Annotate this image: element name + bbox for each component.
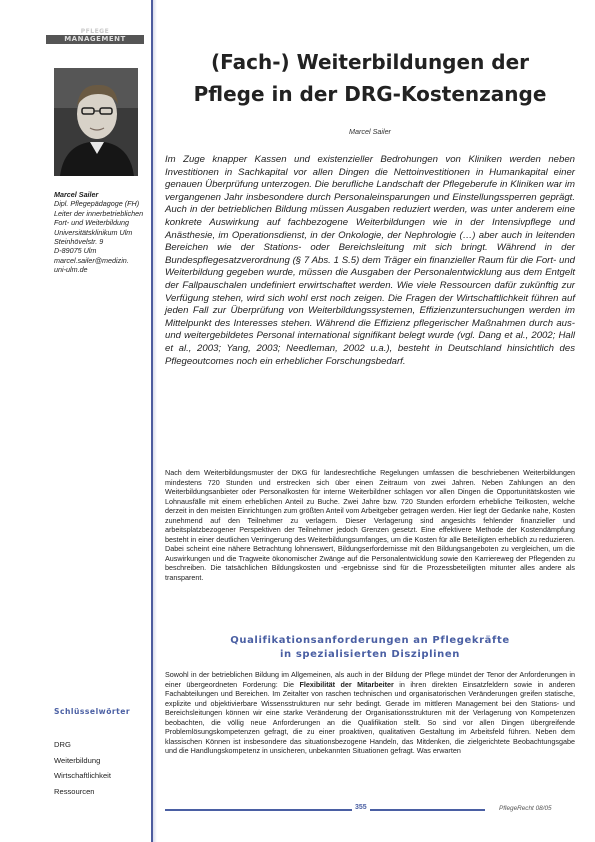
left-sidebar	[0, 0, 148, 842]
body-paragraph-1: Nach dem Weiterbildungsmuster der DKG für landesrechtliche Regelungen umfassen die beschriebenen Weiterbildungen mindestens 720 Stunden und erstrecken sich über einen Zeitraum von zwei Jahren. Neben Zahlungen an den Weiterbildungsanbieter oder Personalkosten für interne Weiterbildner schlagen vor allen Dingen die Opportunitätskosten wie Lohnausfälle mit einem erheblichen Anteil zu Buche. Zwei Jahre bzw. 720 Stunden erfordern erhebliche Teilkosten, welche derzeit in den meisten Einrichtungen zum größten Anteil vom Arbeitgeber getragen werden. Hier liegt der Gedanke nahe, Kosten zunehmend auf den Teilnehmer zu verlagern. Dieser Verlagerung sind angesichts fehlender finanzieller und arbeitsplatzbezogener Perspektiven der Teilnehmer jedoch Grenzen gesetzt. Eine effektivere Methode der Kostendämpfung besteht in einer deutlichen Verringerung des Weiterbildungsumfanges, um die Kosten für alle Beteiligten erheblich zu reduzieren. Dabei scheint eine nähere Betrachtung lohnenswert, Bildungserfordernisse mit den Bildungsangeboten zu vergleichen, um die Auswirkungen und die Tragweite ökonomischer Zwänge auf die Personalentwicklung sowie den Karriereweg der Pflegenden zu beschreiben. Die tatsächlichen Bildungskosten und -ergebnisse sind für die Prozessbeteiligten mitunter alles andere als transparent.	[165, 468, 575, 582]
keyword-item: DRG	[54, 740, 71, 749]
keyword-item: Ressourcen	[54, 786, 95, 796]
keywords-heading: Schlüsselwörter	[54, 707, 131, 716]
journal-section-tag	[46, 28, 144, 44]
article-byline: Marcel Sailer	[349, 127, 391, 136]
author-line: Universitätsklinikum Ulm	[54, 227, 133, 237]
section-heading-line1: Qualifikationsanforderungen an Pflegekräfte	[230, 635, 510, 646]
author-email-line[interactable]: uni-ulm.de	[54, 265, 88, 275]
author-photo	[54, 68, 138, 176]
body-paragraph-2	[165, 670, 575, 756]
article-title	[160, 46, 580, 110]
footer-rule	[165, 809, 485, 811]
section-tag-line1: PFLEGE	[80, 28, 110, 35]
journal-footer: PflegeRecht 08/05	[499, 805, 552, 812]
author-line: Fort- und Weiterbildung	[54, 218, 129, 228]
author-line: Steinhövelstr. 9	[54, 237, 104, 247]
body2-text-start: Sowohl in der betrieblichen Bildung im Allgemeinen, als auch in der Bildung der Pflege mündet der Tenor der Anforderungen in einer übergeordneten Forderung: Die	[165, 670, 575, 689]
keyword-item: Weiterbildung	[54, 755, 101, 765]
article-title-line2: Pflege in der DRG-Kostenzange	[193, 82, 547, 106]
article-title-line1: (Fach-) Weiterbildungen der	[210, 50, 530, 74]
author-name: Marcel Sailer	[54, 190, 99, 199]
body2-text-end: in ihren direkten Einsatzfeldern sowie in anderen Fachabteilungen und Bereichen. Im Zeitalter von raschen technischen und organisatorischen Veränderungen greifen statische, explizite und objektivierbare Wissensstrukturen nur sehr bedingt. Gerade im mittleren Management bei den Stations- und Bereichsleitungen können wir eine starke Veränderung der Organisationsstrukturen mit der Verlagerung von Kompetenzen beobachten, die völlig neue Anforderungen an die Qualifikation stellt. So sind vor allen Dingen übergreifende Problemlösungskompetenzen gefragt, die zu einer proaktiven, qualitativen Gestaltung im Arbeitsfeld führen. Neben dem klassischen Können ist insbesondere das situationsbezogene Handeln, das Mitdenken, die zielgerichtete Beobachtungsgabe und die Handlungskompetenz in unsicheren, unbekannten Situationen gefragt. Was erwarten	[165, 679, 576, 755]
keywords-list	[54, 737, 144, 799]
author-line: D-89075 Ulm	[54, 246, 97, 256]
author-info	[54, 190, 144, 275]
body2-emphasis: Flexibilität der Mitarbeiter	[299, 679, 394, 689]
vertical-divider	[151, 0, 157, 842]
keyword-item: Wirtschaftlichkeit	[54, 771, 111, 781]
section-tag-line2: MANAGEMENT	[46, 35, 144, 44]
section-heading	[165, 634, 575, 662]
article-abstract: Im Zuge knapper Kassen und existenzieller Bedrohungen von Kliniken werden neben Investitionen in Sachkapital vor allen Dingen die Nettoinvestitionen in Humankapital einer genauen Überprüfung unterzogen. Die berufliche Landschaft der Pflegeberufe in Kliniken war im vergangenen Jahr insbesondere durch Personaleinsparungen und Einstellungssperren geprägt. Auch in der betrieblichen Bildung müssen Ausgaben reduziert werden, was unter anderem eine konkrete Auswirkung auf fachbezogene Weiterbildungen wie in der Intensivpflege und Anästhesie, im Operationsdienst, in der Onkologie, der Nephrologie (…) aber auch in leitenden Bereichen wie der Stations- oder Bereichsleitung mit sich bringt. Während in der Bundespflegesatzverordnung (§ 7 Abs. 1 S.5) dem Träger ein finanzieller Raum für die Fort- und Weiterbildung gegeben wurde, müssen die Ausgaben der Personalentwicklung aus dem Entgelt der Fallpauschalen undefiniert erwirtschaftet werden. Wie viele Ressourcen dafür zukünftig zur Verfügung stehen, wird sich wohl erst noch zeigen. Die Fragen der Wirtschaftlichkeit führen auf jeden Fall zur Überprüfung von Weiterbildungssystemen, Effizienzuntersuchungen werden im Mittelpunkt des Interesses stehen. Während die Effizienz pflegerischer Maßnahmen durch aus- und weitergebildetes Personal international signifikant belegt wurde (vgl. Dang et al., 2002; Hall et al., 2003; Yang, 2003; Needleman, 2002 u.a.), besteht in Deutschland hinsichtlich des Pflegeoutcomes noch ein erheblicher Forschungsbedarf.	[165, 154, 575, 367]
author-email-line[interactable]: marcel.sailer@medizin.	[54, 255, 129, 265]
author-line: Dipl. Pflegepädagoge (FH)	[54, 199, 140, 209]
section-heading-line2: in spezialisierten Disziplinen	[280, 649, 460, 660]
author-portrait-image	[54, 68, 138, 176]
author-line: Leiter der innerbetrieblichen	[54, 208, 144, 218]
page-number: 355	[352, 804, 370, 811]
